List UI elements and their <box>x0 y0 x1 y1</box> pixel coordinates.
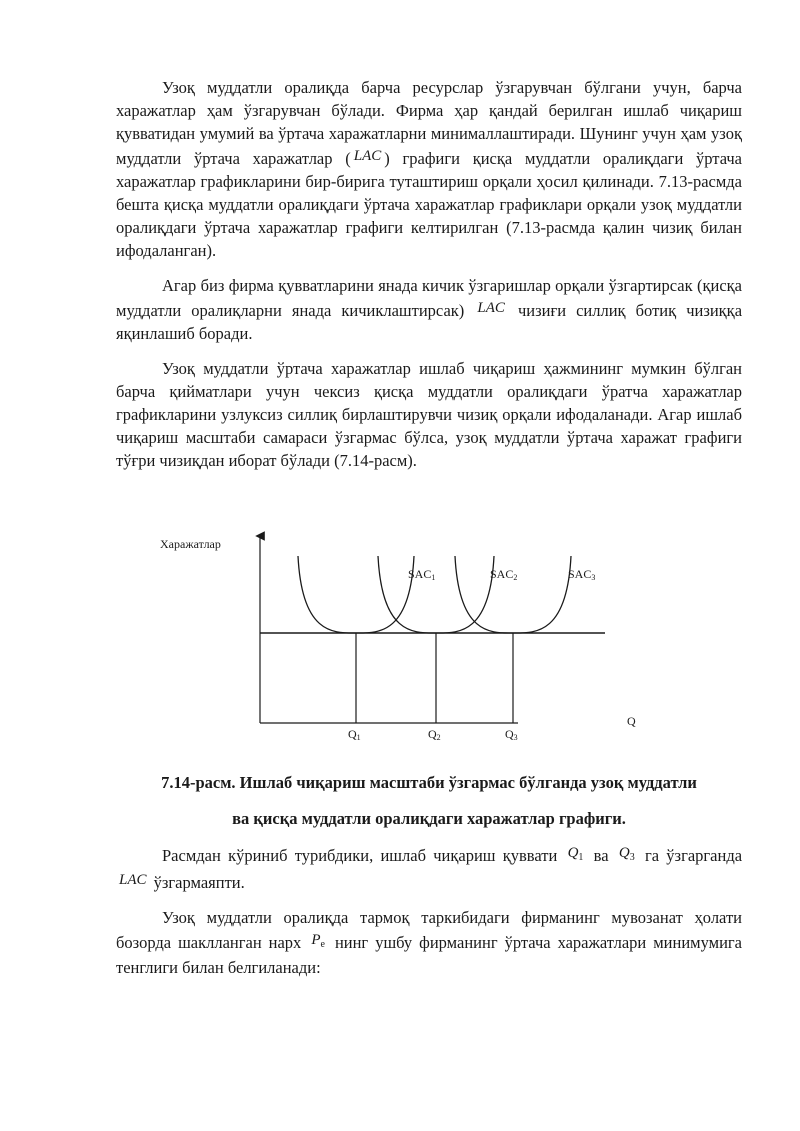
paragraph-4-part-b: га ўзгарганда <box>644 846 743 865</box>
paragraph-5-part-b: нинг ушбу фирманинг ўртача харажатлари минимумига тенглиги билан белгиланади: <box>116 933 743 977</box>
x-tick-label-1: Q1 <box>348 727 361 742</box>
q3-subscript: 3 <box>629 852 635 863</box>
cost-chart <box>140 528 660 748</box>
figure-caption <box>116 765 742 837</box>
caption-line-2: ва қисқа муддатли оралиқдаги харажатлар графиги. <box>232 809 626 828</box>
paragraph-3: Узоқ муддатли ўртача харажатлар ишлаб чиқариш ҳажмининг мумкин бўлган барча қийматлари учун чексиз қисқа муддатли оралиқдаги ўратча харажатлар графикларини узлуксиз силлиқ бирлаштирувчи чизиқ орқали ифодаланади. Агар ишлаб чиқариш масштаби самараси ўзгармас бўлса, узоқ муддатли ўртача харажат графиги тўғри чизиқдан иборат бўлади (7.14-расм). <box>116 359 742 470</box>
pe-symbol <box>308 932 328 948</box>
pe-letter: P <box>311 932 321 948</box>
x-tick-label-3: Q3 <box>505 727 518 742</box>
caption-line-1: 7.14-расм. Ишлаб чиқариш масштаби ўзгармас бўлганда узоқ муддатли <box>161 773 697 792</box>
lac-symbol: LAC <box>119 872 147 888</box>
text-block-top <box>116 76 742 484</box>
paragraph-5 <box>116 906 742 979</box>
cost-figure <box>140 528 660 748</box>
paragraph-2 <box>116 274 742 345</box>
paragraph-1 <box>116 76 742 262</box>
paragraph-2-part-a: Агар биз фирма қувватларини янада кичик ўзгаришлар орқали ўзгартирсак (қисқа муддатли оралиқларни янада кичиклаштирсак) <box>116 276 742 320</box>
pe-subscript: e <box>320 939 325 950</box>
paragraph-1-part-b: ) графиги қисқа муддатли оралиқдаги ўртача харажатлар графикларини бир-бирига туташтириш орқали ҳосил қилинади. 7.13-расмда бешта қисқа муддатли оралиқдаги ўртача харажатлар графиклари орқали узоқ муддатли оралиқдаги ўртача харажатлар графиги келтирилган (7.13-расмда қалин чизиқ билан ифодаланган). <box>116 149 742 260</box>
x-axis-label: Q <box>627 714 636 728</box>
lac-symbol: LAC <box>353 148 382 164</box>
paragraph-1-part-a: Узоқ муддатли оралиқда барча ресурслар ўзгарувчан бўлгани учун, барча харажатлар ҳам ўзгарувчан бўлади. Фирма ҳар қандай берилган ишлаб чиқариш қувватидан умумий ва ўртача харажатларни минималлаштиради. Шунинг учун ҳам узоқ муддатли ўртача харажатлар ( <box>116 78 742 168</box>
paragraph-4-part-c: ўзгармаяпти. <box>153 873 245 892</box>
sac-label-2: SAC2 <box>490 567 518 582</box>
q1-symbol <box>565 845 587 861</box>
paragraph-2-part-b: чизиғи силлиқ ботиқ чизиққа яқинлашиб боради. <box>116 301 743 343</box>
paragraph-4 <box>116 842 742 894</box>
y-axis-label: Харажатлар <box>160 537 221 551</box>
q1-letter: Q <box>567 845 579 861</box>
q3-letter: Q <box>618 845 630 861</box>
x-tick-label-2: Q2 <box>428 727 441 742</box>
lac-symbol: LAC <box>477 300 505 316</box>
sac-label-1: SAC1 <box>408 567 436 582</box>
paragraph-4-part-a: Расмдан кўриниб турибдики, ишлаб чиқариш қуввати <box>162 846 558 865</box>
paragraph-5-part-a: Узоқ муддатли оралиқда тармоқ таркибидаги фирманинг мувозанат ҳолати бозорда шаклланган нарх <box>116 908 742 952</box>
q1-subscript: 1 <box>578 852 584 863</box>
text-block-bottom <box>116 842 742 991</box>
q3-symbol <box>616 845 638 861</box>
paragraph-4-conj: ва <box>593 846 609 865</box>
sac-label-3: SAC3 <box>568 567 596 582</box>
